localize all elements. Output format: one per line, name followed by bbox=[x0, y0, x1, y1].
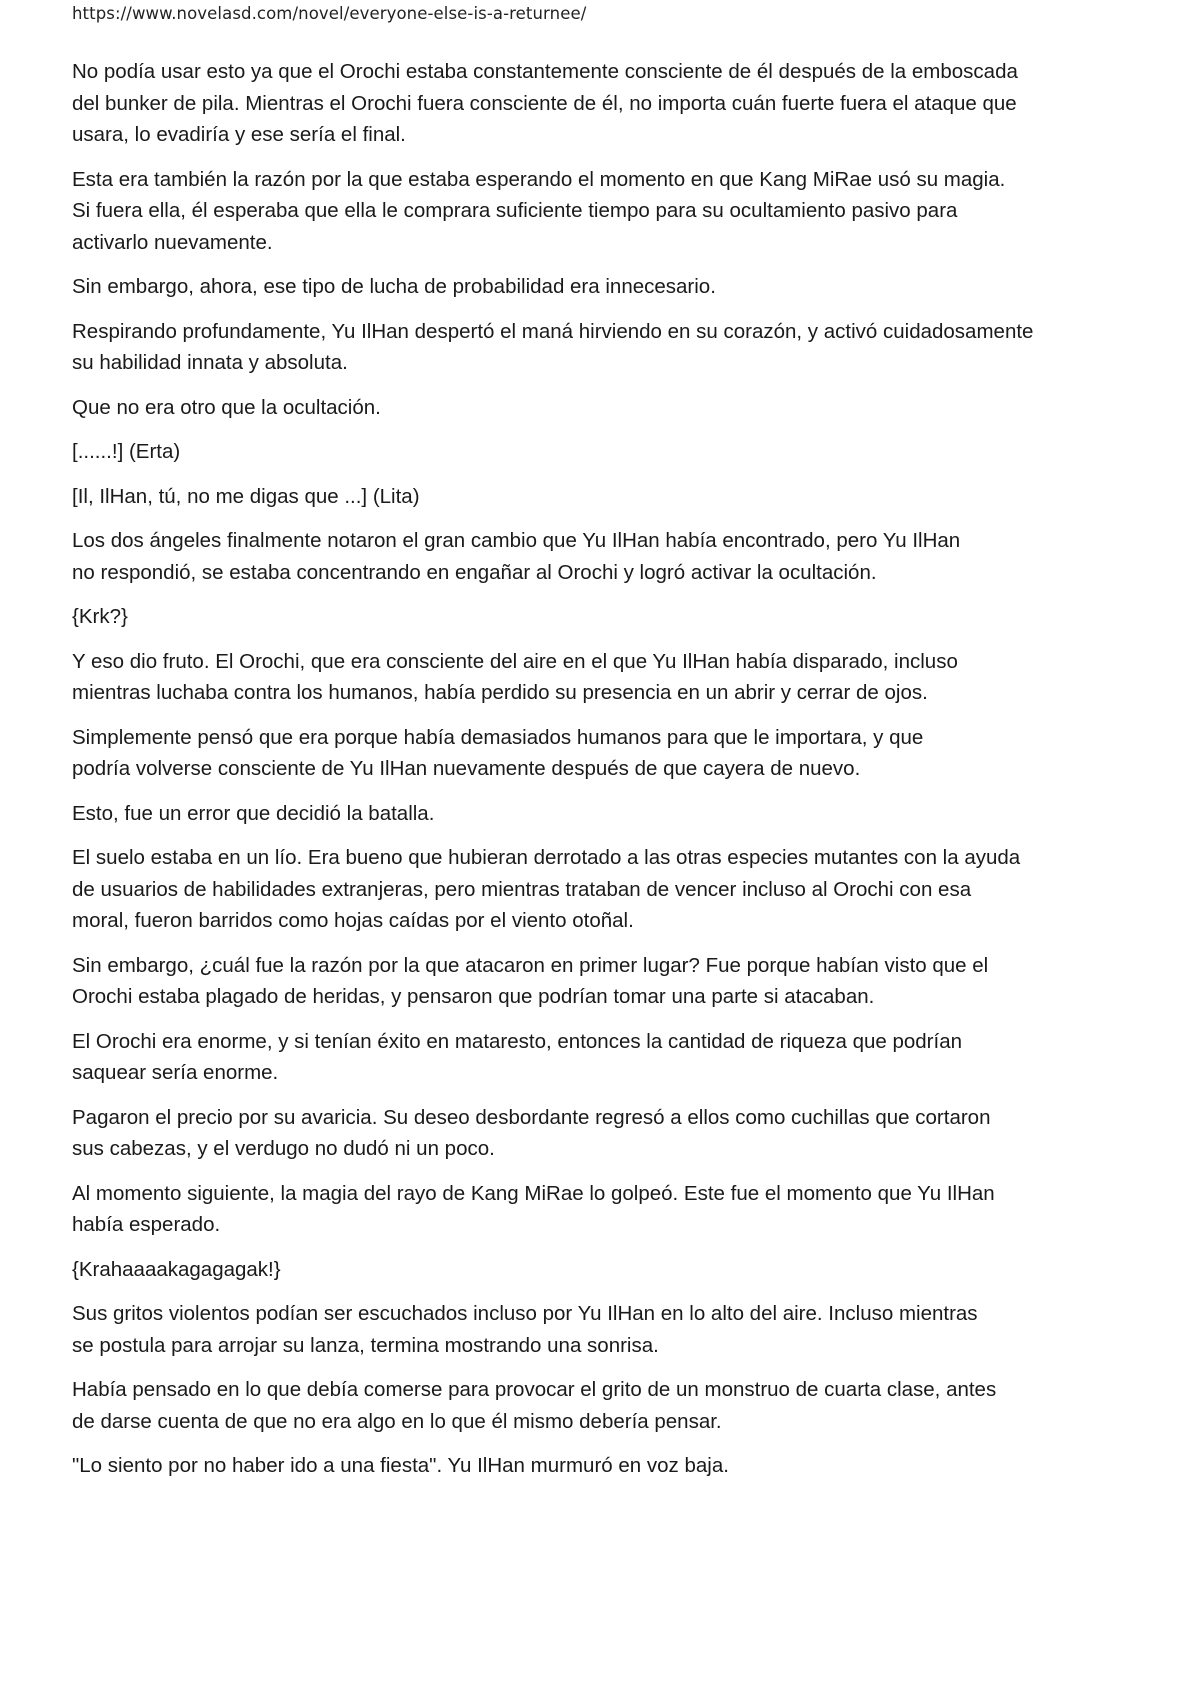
paragraph: Los dos ángeles finalmente notaron el gran cambio que Yu IlHan había encontrado, pero Yu IlHan no respondió, se estaba concentrando en engañar al Orochi y logró activar la ocultación. bbox=[72, 529, 961, 584]
paragraph: Esto, fue un error que decidió la batalla. bbox=[72, 801, 435, 825]
paragraph: Sin embargo, ¿cuál fue la razón por la que atacaron en primer lugar? Fue porque habían visto que el Orochi estaba plagado de heridas, y pensaron que podrían tomar una parte si atacaban. bbox=[72, 953, 989, 1008]
paragraph: Respirando profundamente, Yu IlHan despertó el maná hirviendo en su corazón, y activó cuidadosamente su habilidad innata y absoluta. bbox=[72, 319, 1034, 374]
paragraph: Al momento siguiente, la magia del rayo de Kang MiRae lo golpeó. Este fue el momento que Yu IlHan había esperado. bbox=[72, 1181, 995, 1236]
paragraph: Había pensado en lo que debía comerse para provocar el grito de un monstruo de cuarta clase, antes de darse cuenta de que no era algo en lo que él mismo debería pensar. bbox=[72, 1378, 997, 1433]
paragraph: Esta era también la razón por la que estaba esperando el momento en que Kang MiRae usó su magia. Si fuera ella, él esperaba que ella le comprara suficiente tiempo para su ocultamiento pasivo para activarlo nuevamente. bbox=[72, 167, 1006, 254]
paragraph: Sin embargo, ahora, ese tipo de lucha de probabilidad era innecesario. bbox=[72, 275, 716, 298]
dialogue-line: {Krk?} bbox=[72, 605, 128, 628]
paragraph: El Orochi era enorme, y si tenían éxito en mataresto, entonces la cantidad de riqueza que podrían saquear sería enorme. bbox=[72, 1029, 962, 1084]
paragraph: Simplemente pensó que era porque había demasiados humanos para que le importara, y que podría volverse consciente de Yu IlHan nuevamente después de que cayera de nuevo. bbox=[72, 725, 924, 780]
paragraph: Y eso dio fruto. El Orochi, que era consciente del aire en el que Yu IlHan había disparado, incluso mientras luchaba contra los humanos, había perdido su presencia en un abrir y cerrar de ojos. bbox=[72, 649, 958, 704]
paragraph: Sus gritos violentos podían ser escuchados incluso por Yu IlHan en lo alto del aire. Incluso mientras se postula para arrojar su lanza, termina mostrando una sonrisa. bbox=[72, 1302, 978, 1357]
dialogue-line: [......!] (Erta) bbox=[72, 440, 181, 463]
dialogue-line: {Krahaaaakagagagak!} bbox=[72, 1257, 281, 1281]
paragraph: "Lo siento por no haber ido a una fiesta". Yu IlHan murmuró en voz baja. bbox=[72, 1454, 729, 1477]
paragraph: Que no era otro que la ocultación. bbox=[72, 395, 381, 419]
dialogue-line: [Il, IlHan, tú, no me digas que ...] (Lita) bbox=[72, 484, 420, 508]
paragraph: El suelo estaba en un lío. Era bueno que hubieran derrotado a las otras especies mutantes con la ayuda de usuarios de habilidades extranjeras, pero mientras trataban de vencer incluso al Orochi con esa moral, fueron barridos como hojas caídas por el viento otoñal. bbox=[72, 846, 1021, 932]
paragraph: No podía usar esto ya que el Orochi estaba constantemente consciente de él después de la emboscada del bunker de pila. Mientras el Orochi fuera consciente de él, no importa cuán fuerte fuera el ataque que usara, lo evadiría y ese sería el final. bbox=[72, 60, 1018, 146]
source-url: https://www.novelasd.com/novel/everyone-else-is-a-returnee/ bbox=[72, 4, 587, 23]
paragraph: Pagaron el precio por su avaricia. Su deseo desbordante regresó a ellos como cuchillas que cortaron sus cabezas, y el verdugo no dudó ni un poco. bbox=[72, 1105, 991, 1160]
document-body bbox=[72, 56, 1122, 1495]
